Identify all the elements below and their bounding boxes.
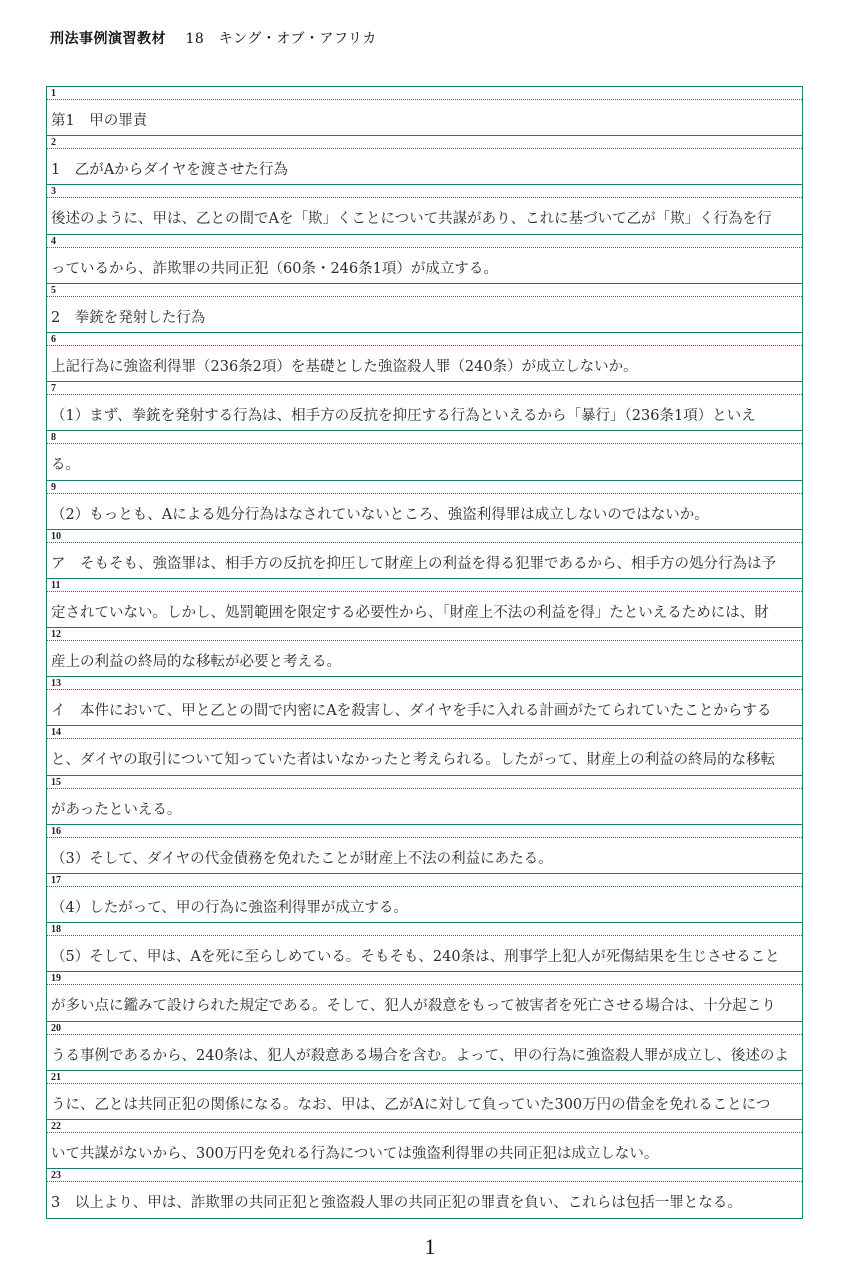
- line-text: 産上の利益の終局的な移転が必要と考える。: [51, 654, 341, 671]
- line-text: る。: [51, 457, 80, 474]
- line-text: いて共謀がないから、300万円を免れる行為については強盗利得罪の共同正犯は成立しない。: [51, 1145, 659, 1162]
- line-number: 10: [51, 530, 61, 542]
- sheet-line: [47, 382, 802, 431]
- line-number: 16: [51, 825, 61, 837]
- line-text: うる事例であるから、240条は、犯人が殺意ある場合を含む。よって、甲の行為に強盗殺人罪が成立し、後述のよ: [51, 1047, 789, 1064]
- sheet-line: [47, 333, 802, 382]
- dotted-guide: [47, 788, 802, 789]
- line-text: ア そもそも、強盗罪は、相手方の反抗を抑圧して財産上の利益を得る犯罪であるから、相手方の処分行為は予: [51, 555, 776, 572]
- line-text: 後述のように、甲は、乙との間でAを「欺」くことについて共謀があり、これに基づいて乙が「欺」く行為を行: [51, 211, 772, 228]
- sheet-line: [47, 874, 802, 923]
- line-number: 9: [51, 481, 56, 493]
- dotted-guide: [47, 1034, 802, 1035]
- line-text: （2）もっとも、Aによる処分行為はなされていないところ、強盗利得罪は成立しないのではないか。: [51, 506, 709, 523]
- line-text: っているから、詐欺罪の共同正犯（60条・246条1項）が成立する。: [51, 260, 498, 277]
- line-number: 12: [51, 629, 61, 641]
- document-title: 刑法事例演習教材: [50, 31, 166, 47]
- line-number: 22: [51, 1120, 61, 1132]
- line-number: 6: [51, 333, 56, 345]
- sheet-line: [47, 235, 802, 284]
- dotted-guide: [47, 935, 802, 936]
- dotted-guide: [47, 197, 802, 198]
- line-text: 定されていない。しかし、処罰範囲を限定する必要性から、「財産上不法の利益を得」たといえるためには、財: [51, 604, 769, 621]
- dotted-guide: [47, 443, 802, 444]
- line-text: があったといえる。: [51, 801, 182, 818]
- line-text: イ 本件において、甲と乙との間で内密にAを殺害し、ダイヤを手に入れる計画がたてられていたことからする: [51, 703, 772, 720]
- sheet-line: [47, 87, 802, 136]
- sheet-line: [47, 1120, 802, 1169]
- line-text: うに、乙とは共同正犯の関係になる。なお、甲は、乙がAに対して負っていた300万円の借金を免れることにつ: [51, 1096, 771, 1113]
- dotted-guide: [47, 148, 802, 149]
- line-number: 5: [51, 284, 56, 296]
- line-text: （3）そして、ダイヤの代金債務を免れたことが財産上不法の利益にあたる。: [51, 850, 553, 867]
- line-text: （4）したがって、甲の行為に強盗利得罪が成立する。: [51, 900, 408, 916]
- dotted-guide: [47, 640, 802, 641]
- line-text: が多い点に鑑みて設けられた規定である。そして、犯人が殺意をもって被害者を死亡させる場合は、十分起こり: [51, 998, 776, 1015]
- line-number: 17: [51, 875, 61, 886]
- line-number: 20: [51, 1022, 61, 1034]
- line-number: 7: [51, 383, 56, 395]
- line-number: 23: [51, 1170, 61, 1182]
- dotted-guide: [47, 837, 802, 838]
- sheet-line: [47, 1071, 802, 1120]
- line-number: 14: [51, 727, 61, 739]
- sheet-line: [47, 628, 802, 677]
- sheet-line: [47, 431, 802, 480]
- line-number: 2: [51, 137, 56, 149]
- sheet-line: [47, 677, 802, 726]
- dotted-guide: [47, 345, 802, 346]
- dotted-guide: [47, 1132, 802, 1133]
- sheet-line: [47, 579, 802, 628]
- line-number: 18: [51, 924, 61, 936]
- dotted-guide: [47, 542, 802, 543]
- dotted-guide: [47, 493, 802, 494]
- dotted-guide: [47, 1083, 802, 1084]
- sheet-line: [47, 185, 802, 234]
- dotted-guide: [47, 1181, 802, 1182]
- line-number: 8: [51, 432, 56, 444]
- line-text: 2 拳銃を発射した行為: [51, 309, 206, 326]
- line-number: 13: [51, 678, 61, 690]
- chapter-subtitle: キング・オブ・アフリカ: [218, 31, 377, 47]
- line-number: 21: [51, 1071, 61, 1083]
- line-number: 1: [51, 88, 56, 99]
- line-number: 4: [51, 235, 56, 247]
- dotted-guide: [47, 984, 802, 985]
- chapter-number: 18: [185, 31, 205, 47]
- sheet-line: [47, 726, 802, 775]
- sheet-line: [47, 1169, 802, 1218]
- sheet-line: [47, 481, 802, 530]
- dotted-guide: [47, 738, 802, 739]
- dotted-guide: [47, 886, 802, 887]
- page-number: 1: [424, 1234, 436, 1259]
- line-text: と、ダイヤの取引について知っていた者はいなかったと考えられる。したがって、財産上の利益の終局的な移転: [51, 752, 776, 769]
- dotted-guide: [47, 591, 802, 592]
- line-text: （1）まず、拳銃を発射する行為は、相手方の反抗を抑圧する行為といえるから「暴行」（236条1項）といえ: [51, 408, 756, 425]
- line-text: 上記行為に強盗利得罪（236条2項）を基礎とした強盗殺人罪（240条）が成立しないか。: [51, 358, 638, 375]
- dotted-guide: [47, 99, 802, 100]
- line-text: 第1 甲の罪責: [51, 113, 148, 129]
- line-text: 3 以上より、甲は、詐欺罪の共同正犯と強盗殺人罪の共同正犯の罪責を負い、これらは包括一罪となる。: [51, 1195, 742, 1212]
- sheet-line: [47, 923, 802, 972]
- line-text: （5）そして、甲は、Aを死に至らしめている。そもそも、240条は、刑事学上犯人が死傷結果を生じさせること: [51, 949, 780, 966]
- sheet-line: [47, 136, 802, 185]
- dotted-guide: [47, 689, 802, 690]
- answer-sheet: [46, 86, 803, 1219]
- line-text: 1 乙がAからダイヤを渡させた行為: [51, 162, 288, 179]
- line-number: 19: [51, 973, 61, 985]
- sheet-line: [47, 972, 802, 1021]
- dotted-guide: [47, 296, 802, 297]
- dotted-guide: [47, 247, 802, 248]
- document-header: [50, 28, 377, 48]
- sheet-line: [47, 776, 802, 825]
- line-number: 3: [51, 186, 56, 198]
- sheet-line: [47, 284, 802, 333]
- sheet-line: [47, 530, 802, 579]
- sheet-line: [47, 1022, 802, 1071]
- dotted-guide: [47, 394, 802, 395]
- line-number: 11: [51, 579, 61, 591]
- sheet-line: [47, 825, 802, 874]
- line-number: 15: [51, 776, 61, 788]
